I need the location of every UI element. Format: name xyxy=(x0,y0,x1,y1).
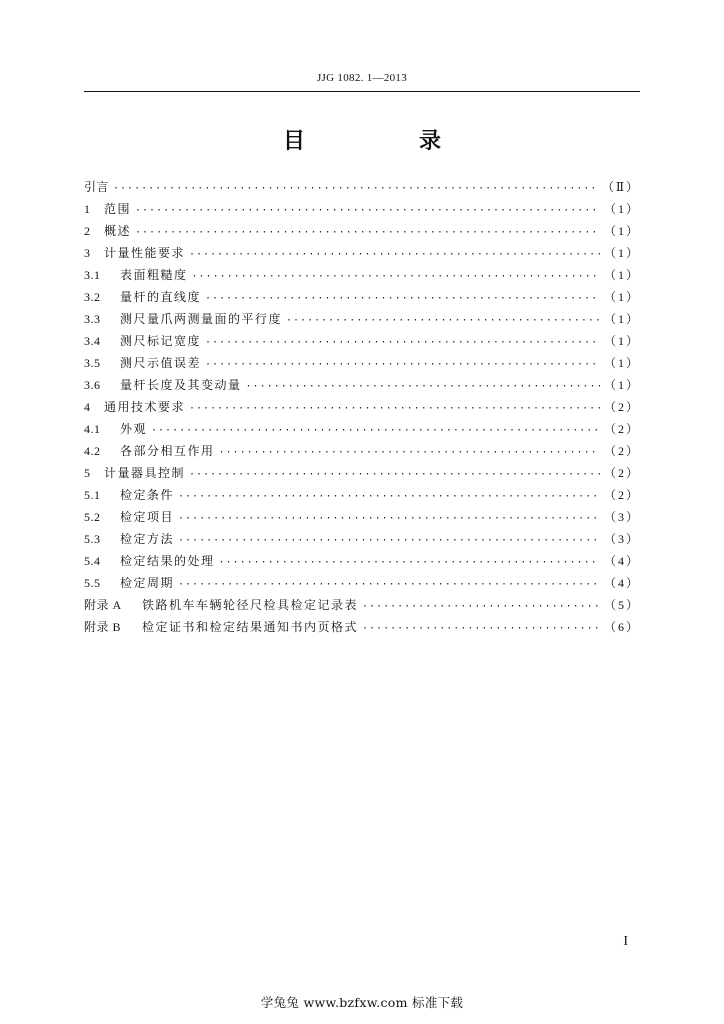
toc-entry[interactable] xyxy=(84,484,640,506)
toc-dot-leader xyxy=(192,266,600,288)
toc-dot-leader xyxy=(178,574,600,596)
toc-entry-number: 3.1 xyxy=(84,268,101,282)
toc-entry-title: 检定证书和检定结果通知书内页格式 xyxy=(142,620,359,634)
toc-entry-title: 外观 xyxy=(120,422,148,436)
toc-entry-title: 通用技术要求 xyxy=(104,400,186,414)
toc-entry-number: 附录 A xyxy=(84,598,122,612)
toc-entry[interactable] xyxy=(84,176,640,198)
toc-entry[interactable] xyxy=(84,572,640,594)
toc-entry-title: 量杆的直线度 xyxy=(120,290,202,304)
toc-entry[interactable] xyxy=(84,264,640,286)
toc-entry-title: 检定条件 xyxy=(120,488,175,502)
toc-entry[interactable] xyxy=(84,242,640,264)
toc-entry[interactable] xyxy=(84,594,640,616)
toc-entry-title: 范围 xyxy=(104,202,132,216)
toc-entry-title: 测尺量爪两测量面的平行度 xyxy=(120,312,283,326)
toc-entry[interactable] xyxy=(84,440,640,462)
toc-entry-number: 2 xyxy=(84,224,91,238)
page-title: 目 录 xyxy=(282,128,487,154)
toc-dot-leader xyxy=(178,530,600,552)
toc-entry[interactable] xyxy=(84,528,640,550)
toc-entry[interactable] xyxy=(84,198,640,220)
toc-entry-page: （2） xyxy=(603,444,640,458)
toc-dot-leader xyxy=(205,354,600,376)
toc-entry-page: （1） xyxy=(603,334,640,348)
toc-entry-title: 量杆长度及其变动量 xyxy=(120,378,242,392)
toc-entry-number: 3.2 xyxy=(84,290,101,304)
toc-entry-page: （6） xyxy=(603,620,640,634)
toc-dot-leader xyxy=(246,376,600,398)
toc-dot-leader xyxy=(205,288,600,310)
toc-entry-number: 4 xyxy=(84,400,91,414)
toc-entry-title: 各部分相互作用 xyxy=(120,444,215,458)
toc-entry-title: 测尺标记宽度 xyxy=(120,334,202,348)
toc-entry-page: （1） xyxy=(603,290,640,304)
toc-entry-number: 3.6 xyxy=(84,378,101,392)
toc-entry[interactable] xyxy=(84,286,640,308)
toc-dot-leader xyxy=(113,178,598,200)
toc-dot-leader xyxy=(178,486,600,508)
toc-entry-number: 5.4 xyxy=(84,554,101,568)
toc-entry-number: 5.3 xyxy=(84,532,101,546)
toc-entry-number: 5 xyxy=(84,466,91,480)
toc-entry-title: 计量器具控制 xyxy=(104,466,186,480)
toc-dot-leader xyxy=(219,552,600,574)
toc-entry-page: （2） xyxy=(603,466,640,480)
toc-dot-leader xyxy=(189,464,600,486)
toc-entry[interactable] xyxy=(84,396,640,418)
toc-entry-number: 5.2 xyxy=(84,510,101,524)
toc-entry-title: 测尺示值误差 xyxy=(120,356,202,370)
toc-entry-number: 3.3 xyxy=(84,312,101,326)
toc-entry-number: 5.1 xyxy=(84,488,101,502)
toc-dot-leader xyxy=(189,244,600,266)
toc-entry-number: 1 xyxy=(84,202,91,216)
toc-dot-leader xyxy=(219,442,600,464)
toc-dot-leader xyxy=(205,332,600,354)
toc-entry-page: （5） xyxy=(603,598,640,612)
toc-dot-leader xyxy=(362,596,600,618)
toc-entry-page: （1） xyxy=(603,202,640,216)
toc-entry-number: 3.5 xyxy=(84,356,101,370)
toc-entry-number: 5.5 xyxy=(84,576,101,590)
toc-entry-page: （1） xyxy=(603,224,640,238)
toc-dot-leader xyxy=(189,398,600,420)
toc-entry-number: 3.4 xyxy=(84,334,101,348)
toc-entry-title: 铁路机车车辆轮径尺检具检定记录表 xyxy=(142,598,359,612)
toc-entry-number: 引言 xyxy=(84,180,110,194)
toc-entry-number: 附录 B xyxy=(84,620,122,634)
toc-entry-title: 检定周期 xyxy=(120,576,175,590)
toc-entry[interactable] xyxy=(84,550,640,572)
toc-entry-title: 计量性能要求 xyxy=(104,246,186,260)
toc-entry-page: （2） xyxy=(603,400,640,414)
toc-dot-leader xyxy=(286,310,600,332)
toc-entry[interactable] xyxy=(84,308,640,330)
toc-entry-number: 3 xyxy=(84,246,91,260)
toc-entry-number: 4.2 xyxy=(84,444,101,458)
toc-entry[interactable] xyxy=(84,616,640,638)
toc-entry-page: （1） xyxy=(603,378,640,392)
page-number: I xyxy=(623,934,628,949)
toc-entry-page: （1） xyxy=(603,312,640,326)
toc-entry[interactable] xyxy=(84,220,640,242)
toc-entry[interactable] xyxy=(84,506,640,528)
toc-entry-page: （3） xyxy=(603,532,640,546)
toc-entry-title: 检定项目 xyxy=(120,510,175,524)
toc-entry[interactable] xyxy=(84,418,640,440)
toc-entry-page: （4） xyxy=(603,554,640,568)
toc-entry[interactable] xyxy=(84,352,640,374)
toc-entry-page: （3） xyxy=(603,510,640,524)
toc-entry[interactable] xyxy=(84,462,640,484)
toc-dot-leader xyxy=(362,618,600,640)
header-rule xyxy=(84,91,640,92)
toc-entry-page: （2） xyxy=(603,488,640,502)
footer-watermark: 学兔兔 www.bzfxw.com 标准下载 xyxy=(260,995,464,1010)
toc-entry-title: 概述 xyxy=(104,224,132,238)
header-standard-code: JJG 1082. 1—2013 xyxy=(316,72,408,84)
toc-entry[interactable] xyxy=(84,374,640,396)
toc-entry-title: 检定结果的处理 xyxy=(120,554,215,568)
toc-entry-page: （1） xyxy=(603,246,640,260)
toc-entry-title: 检定方法 xyxy=(120,532,175,546)
toc-dot-leader xyxy=(135,200,600,222)
toc-entry-title: 表面粗糙度 xyxy=(120,268,188,282)
toc-dot-leader xyxy=(178,508,600,530)
toc-entry-number: 4.1 xyxy=(84,422,101,436)
toc-entry-page: （1） xyxy=(603,356,640,370)
toc-entry[interactable] xyxy=(84,330,640,352)
toc-entry-page: （4） xyxy=(603,576,640,590)
toc-entry-page: （1） xyxy=(603,268,640,282)
toc-entry-page: （Ⅱ） xyxy=(601,180,640,194)
table-of-contents xyxy=(84,176,640,638)
toc-dot-leader xyxy=(151,420,600,442)
toc-entry-page: （2） xyxy=(603,422,640,436)
toc-dot-leader xyxy=(135,222,600,244)
